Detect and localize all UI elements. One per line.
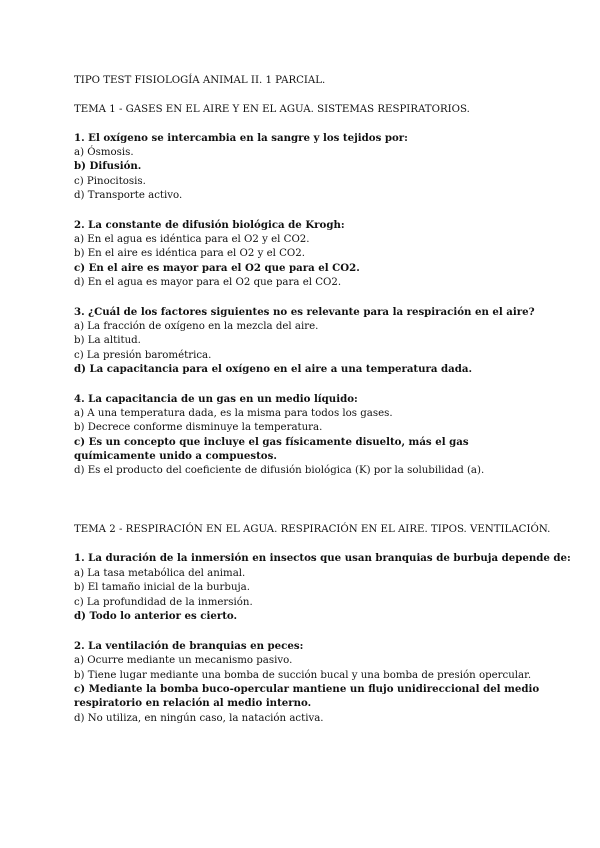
tema1-heading: TEMA 1 - GASES EN EL AIRE Y EN EL AGUA. SISTEMAS RESPIRATORIOS. <box>74 104 470 115</box>
t2-q2-option-d: d) No utiliza, en ningún caso, la natación activa. <box>74 713 324 724</box>
t2-q2-question: 2. La ventilación de branquias en peces: <box>74 640 304 652</box>
tema2-heading: TEMA 2 - RESPIRACIÓN EN EL AGUA. RESPIRACIÓN EN EL AIRE. TIPOS. VENTILACIÓN. <box>74 524 551 535</box>
t1-q1-option-a: a) Ósmosis. <box>74 147 134 158</box>
t1-q4-option-d: d) Es el producto del coeficiente de difusión biológica (K) por la solubilidad (a). <box>74 465 485 476</box>
t1-q3-question: 3. ¿Cuál de los factores siguientes no es relevante para la respiración en el aire? <box>74 306 535 318</box>
t2-q1-option-b: b) El tamaño inicial de la burbuja. <box>74 582 250 593</box>
t1-q4-option-c-continued: químicamente unido a compuestos. <box>74 450 277 462</box>
t1-q2-option-a: a) En el agua es idéntica para el O2 y el CO2. <box>74 234 310 245</box>
t1-q3-option-a: a) La fracción de oxígeno en la mezcla del aire. <box>74 321 319 332</box>
t1-q3-option-d-correct: d) La capacitancia para el oxígeno en el aire a una temperatura dada. <box>74 363 473 375</box>
t1-q4-option-c-correct: c) Es un concepto que incluye el gas físicamente disuelto, más el gas <box>74 436 469 448</box>
document-title: TIPO TEST FISIOLOGÍA ANIMAL II. 1 PARCIAL. <box>74 75 326 86</box>
t2-q1-option-d-correct: d) Todo lo anterior es cierto. <box>74 610 238 622</box>
t2-q1-option-a: a) La tasa metabólica del animal. <box>74 568 246 579</box>
t2-q2-option-c-continued: respiratorio en relación al medio interno. <box>74 697 312 709</box>
t1-q3-option-c: c) La presión barométrica. <box>74 350 212 361</box>
t1-q2-option-c-correct: c) En el aire es mayor para el O2 que para el CO2. <box>74 262 360 274</box>
t2-q2-option-c-correct: c) Mediante la bomba buco-opercular mantiene un flujo unidireccional del medio <box>74 683 540 695</box>
t2-q1-option-c: c) La profundidad de la inmersión. <box>74 597 253 608</box>
t1-q4-question: 4. La capacitancia de un gas en un medio líquido: <box>74 393 358 405</box>
t2-q2-option-a: a) Ocurre mediante un mecanismo pasivo. <box>74 655 293 666</box>
t2-q2-option-b: b) Tiene lugar mediante una bomba de succión bucal y una bomba de presión opercular. <box>74 670 532 681</box>
t1-q2-question: 2. La constante de difusión biológica de Krogh: <box>74 219 345 231</box>
t1-q3-option-b: b) La altitud. <box>74 335 141 346</box>
t1-q4-option-a: a) A una temperatura dada, es la misma para todos los gases. <box>74 408 393 419</box>
t1-q2-option-d: d) En el agua es mayor para el O2 que para el CO2. <box>74 277 342 288</box>
t1-q4-option-b: b) Decrece conforme disminuye la temperatura. <box>74 422 323 433</box>
t1-q1-option-d: d) Transporte activo. <box>74 190 183 201</box>
t1-q2-option-b: b) En el aire es idéntica para el O2 y el CO2. <box>74 248 305 259</box>
t2-q1-question: 1. La duración de la inmersión en insectos que usan branquias de burbuja depende de: <box>74 552 571 564</box>
t1-q1-option-b-correct: b) Difusión. <box>74 160 142 172</box>
t1-q1-question: 1. El oxígeno se intercambia en la sangre y los tejidos por: <box>74 132 408 144</box>
t1-q1-option-c: c) Pinocitosis. <box>74 176 146 187</box>
